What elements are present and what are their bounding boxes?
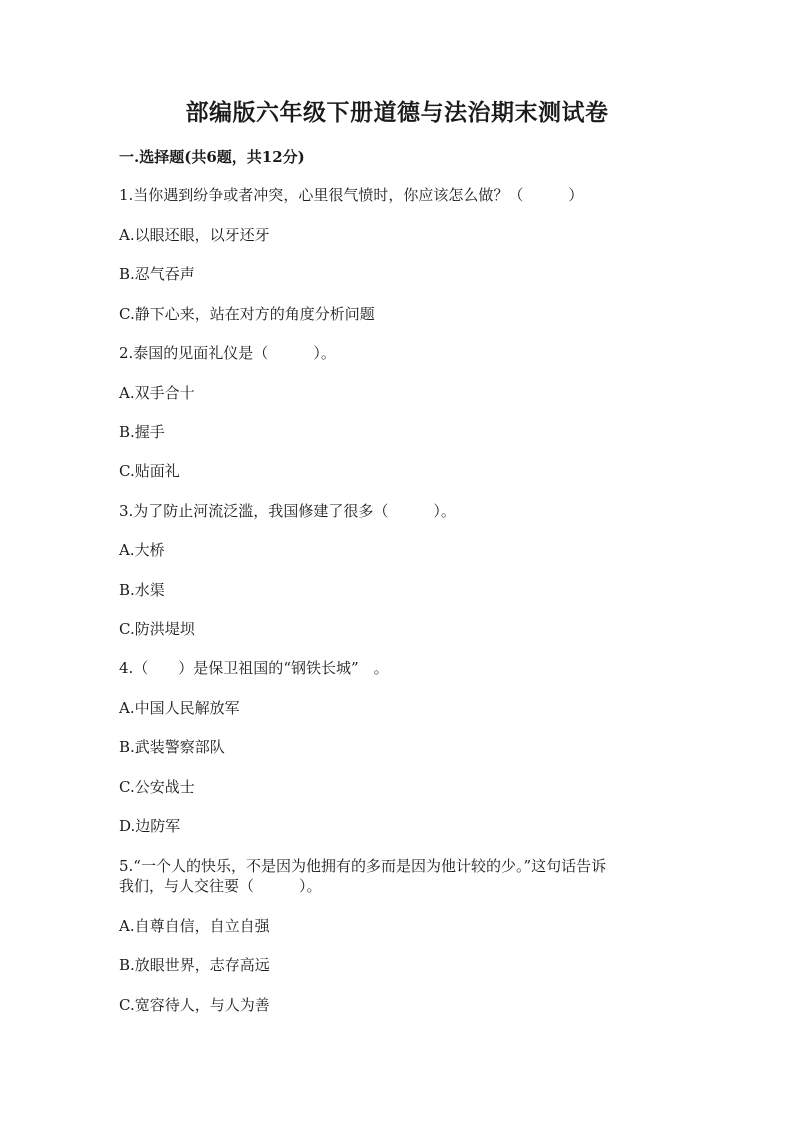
question-5-stem-line-2: 我们，与人交往要（ ）。 <box>119 877 322 895</box>
section-heading: 一.选择题(共6题，共12分) <box>119 148 305 166</box>
question-4-option-a: A.中国人民解放军 <box>119 699 240 717</box>
question-3-option-b: B.水渠 <box>119 581 165 599</box>
question-5-option-b: B.放眼世界，志存高远 <box>119 956 270 974</box>
question-2-option-b: B.握手 <box>119 423 165 441</box>
question-2-option-a: A.双手合十 <box>119 384 195 402</box>
question-3-option-c: C.防洪堤坝 <box>119 620 195 638</box>
question-4-option-c: C.公安战士 <box>119 778 195 796</box>
question-5-option-a: A.自尊自信，自立自强 <box>119 917 270 935</box>
question-4-option-d: D.边防军 <box>119 817 181 835</box>
question-5-option-c: C.宽容待人，与人为善 <box>119 996 270 1014</box>
question-3-stem: 3.为了防止河流泛滥，我国修建了很多（ ）。 <box>119 502 456 520</box>
question-2-stem: 2.泰国的见面礼仪是（ ）。 <box>119 344 336 362</box>
question-4-option-b: B.武装警察部队 <box>119 738 225 756</box>
question-1-option-a: A.以眼还眼，以牙还牙 <box>119 226 270 244</box>
question-5-stem-line-1: 5.“一个人的快乐，不是因为他拥有的多而是因为他计较的少。”这句话告诉 <box>119 857 607 875</box>
question-1-stem: 1.当你遇到纷争或者冲突，心里很气愤时，你应该怎么做？（ ） <box>119 186 584 204</box>
page-title: 部编版六年级下册道德与法治期末测试卷 <box>185 99 609 126</box>
question-3-option-a: A.大桥 <box>119 541 165 559</box>
question-1-option-c: C.静下心来，站在对方的角度分析问题 <box>119 305 375 323</box>
question-4-stem: 4.（ ）是保卫祖国的“钢铁长城” 。 <box>119 659 389 677</box>
question-2-option-c: C.贴面礼 <box>119 462 180 480</box>
question-1-option-b: B.忍气吞声 <box>119 265 195 283</box>
